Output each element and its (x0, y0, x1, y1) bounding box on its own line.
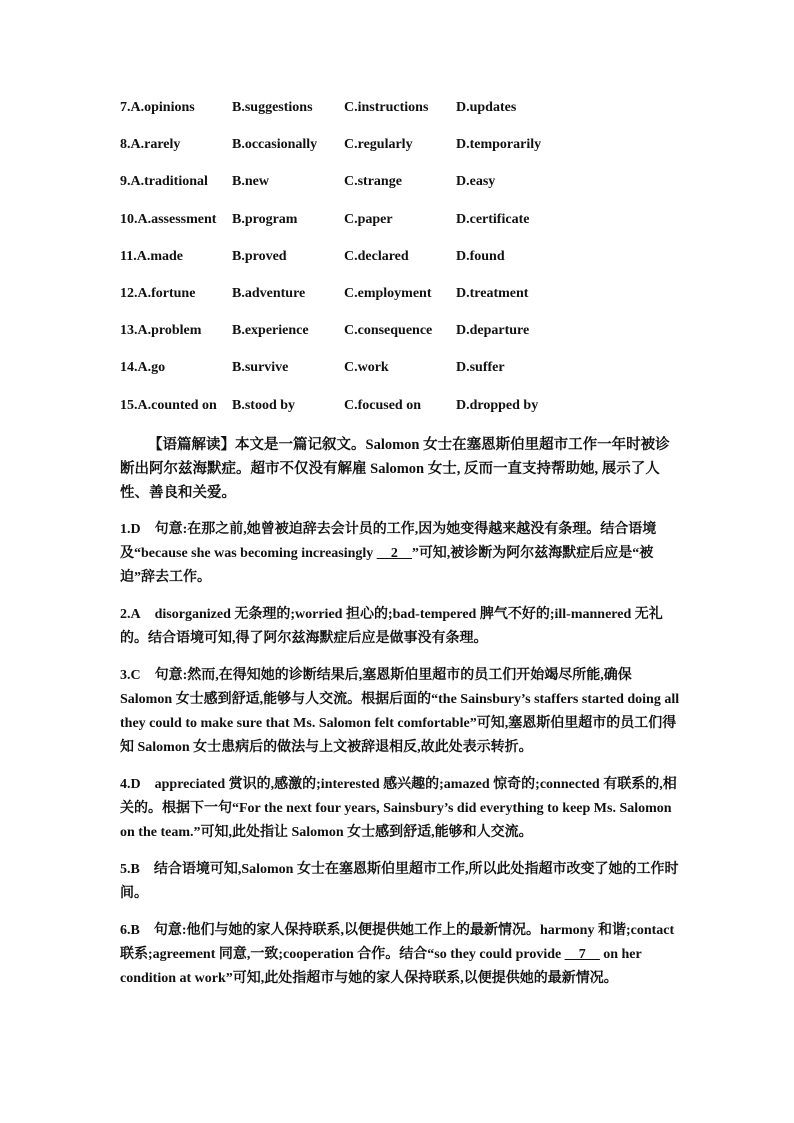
answer-item (120, 603, 680, 651)
option-row (120, 396, 680, 433)
option-d: D.certificate (456, 211, 530, 227)
option-c: C.declared (344, 248, 409, 264)
option-b: B.survive (232, 360, 289, 376)
option-row (120, 284, 680, 321)
answer-text: appreciated 赏识的,感激的;interested 感兴趣的;amazed 惊奇的;connected 有联系的,相关的。根据下一句“For the next four years, Sainsbury’s did everything to keep Ms. Salomon on the team.”可知,此处指让 Salomon 女士感到舒适,能够和人交流。 (120, 777, 677, 840)
option-b: B.occasionally (232, 137, 318, 153)
option-a: 13.A.problem (120, 323, 202, 339)
option-d: D.dropped by (456, 397, 539, 413)
option-row (120, 247, 680, 284)
answer-item (120, 919, 680, 991)
option-a: 9.A.traditional (120, 174, 208, 190)
option-b: B.stood by (232, 397, 296, 413)
option-b: B.suggestions (232, 100, 313, 115)
answer-item (120, 858, 680, 906)
passage-summary: 【语篇解读】本文是一篇记叙文。Salomon 女士在塞恩斯伯里超市工作一年时被诊断出阿尔兹海默症。超市不仅没有解雇 Salomon 女士, 反而一直支持帮助她, 展示了人性、善良和关爱。 (120, 437, 670, 501)
option-b: B.experience (232, 323, 309, 339)
option-row (120, 210, 680, 247)
answer-blank: __2__ (376, 546, 412, 561)
option-d: D.easy (456, 174, 496, 190)
option-d: D.departure (456, 323, 530, 339)
option-d: D.temporarily (456, 137, 542, 153)
option-a: 8.A.rarely (120, 137, 181, 153)
answer-key: 5.B (120, 862, 140, 877)
answer-text: 句意:他们与她的家人保持联系,以便提供她工作上的最新情况。harmony 和谐;contact 联系;agreement 同意,一致;cooperation 合作。结合“so they could provide (120, 923, 675, 962)
option-row (120, 98, 680, 135)
option-d: D.suffer (456, 360, 505, 376)
option-row (120, 172, 680, 209)
answer-key: 2.A (120, 607, 141, 622)
answer-item (120, 518, 680, 590)
option-c: C.work (344, 360, 389, 376)
answer-key: 1.D (120, 522, 141, 537)
option-b: B.proved (232, 248, 287, 264)
answer-item (120, 773, 680, 845)
option-row (120, 321, 680, 358)
answer-text: 句意:在那之前,她曾被迫辞去会计员的工作,因为她变得越来越没有条理。结合语境及“because she was becoming increasingly (120, 522, 657, 561)
option-d: D.updates (456, 100, 517, 115)
option-b: B.new (232, 174, 269, 190)
answer-blank: __7__ (564, 947, 600, 962)
option-c: C.instructions (344, 100, 429, 115)
option-a: 14.A.go (120, 360, 166, 376)
answer-text: 句意:然而,在得知她的诊断结果后,塞恩斯伯里超市的员工们开始竭尽所能,确保 Salomon 女士感到舒适,能够与人交流。根据后面的“the Sainsbury’s staffers started doing all they could to make sure that Ms. Salomon felt comfortable”可知,塞恩斯伯里超市的员工们得知 Salomon 女士患病后的做法与上文被辞退相反,故此处表示转折。 (120, 668, 680, 755)
answer-key: 4.D (120, 777, 141, 792)
option-a: 15.A.counted on (120, 397, 217, 413)
option-c: C.employment (344, 285, 432, 301)
option-c: C.paper (344, 211, 393, 227)
option-d: D.treatment (456, 285, 529, 301)
answer-explanations (120, 518, 680, 1004)
option-c: C.focused on (344, 397, 422, 413)
answer-item (120, 664, 680, 760)
answer-text: disorganized 无条理的;worried 担心的;bad-tempered 脾气不好的;ill-mannered 无礼的。结合语境可知,得了阿尔兹海默症后应是做事没有条理。 (120, 607, 663, 646)
answer-key: 3.C (120, 668, 141, 683)
option-a: 7.A.opinions (120, 100, 195, 115)
option-c: C.strange (344, 174, 402, 190)
option-a: 12.A.fortune (120, 285, 196, 301)
option-c: C.regularly (344, 137, 413, 153)
answer-text: 结合语境可知,Salomon 女士在塞恩斯伯里超市工作,所以此处指超市改变了她的工作时间。 (120, 862, 679, 901)
answer-text-tail: on her condition at work”可知,此处指超市与她的家人保持联系,以便提供她的最新情况。 (120, 947, 642, 986)
option-d: D.found (456, 248, 505, 264)
option-c: C.consequence (344, 323, 433, 339)
option-b: B.adventure (232, 285, 306, 301)
answer-key: 6.B (120, 923, 140, 938)
option-a: 11.A.made (120, 248, 184, 264)
option-b: B.program (232, 211, 298, 227)
option-a: 10.A.assessment (120, 211, 217, 227)
option-row (120, 135, 680, 172)
option-list (120, 98, 680, 433)
answer-text-tail: ”可知,被诊断为阿尔兹海默症后应是“被迫”辞去工作。 (120, 546, 654, 585)
option-row (120, 358, 680, 395)
